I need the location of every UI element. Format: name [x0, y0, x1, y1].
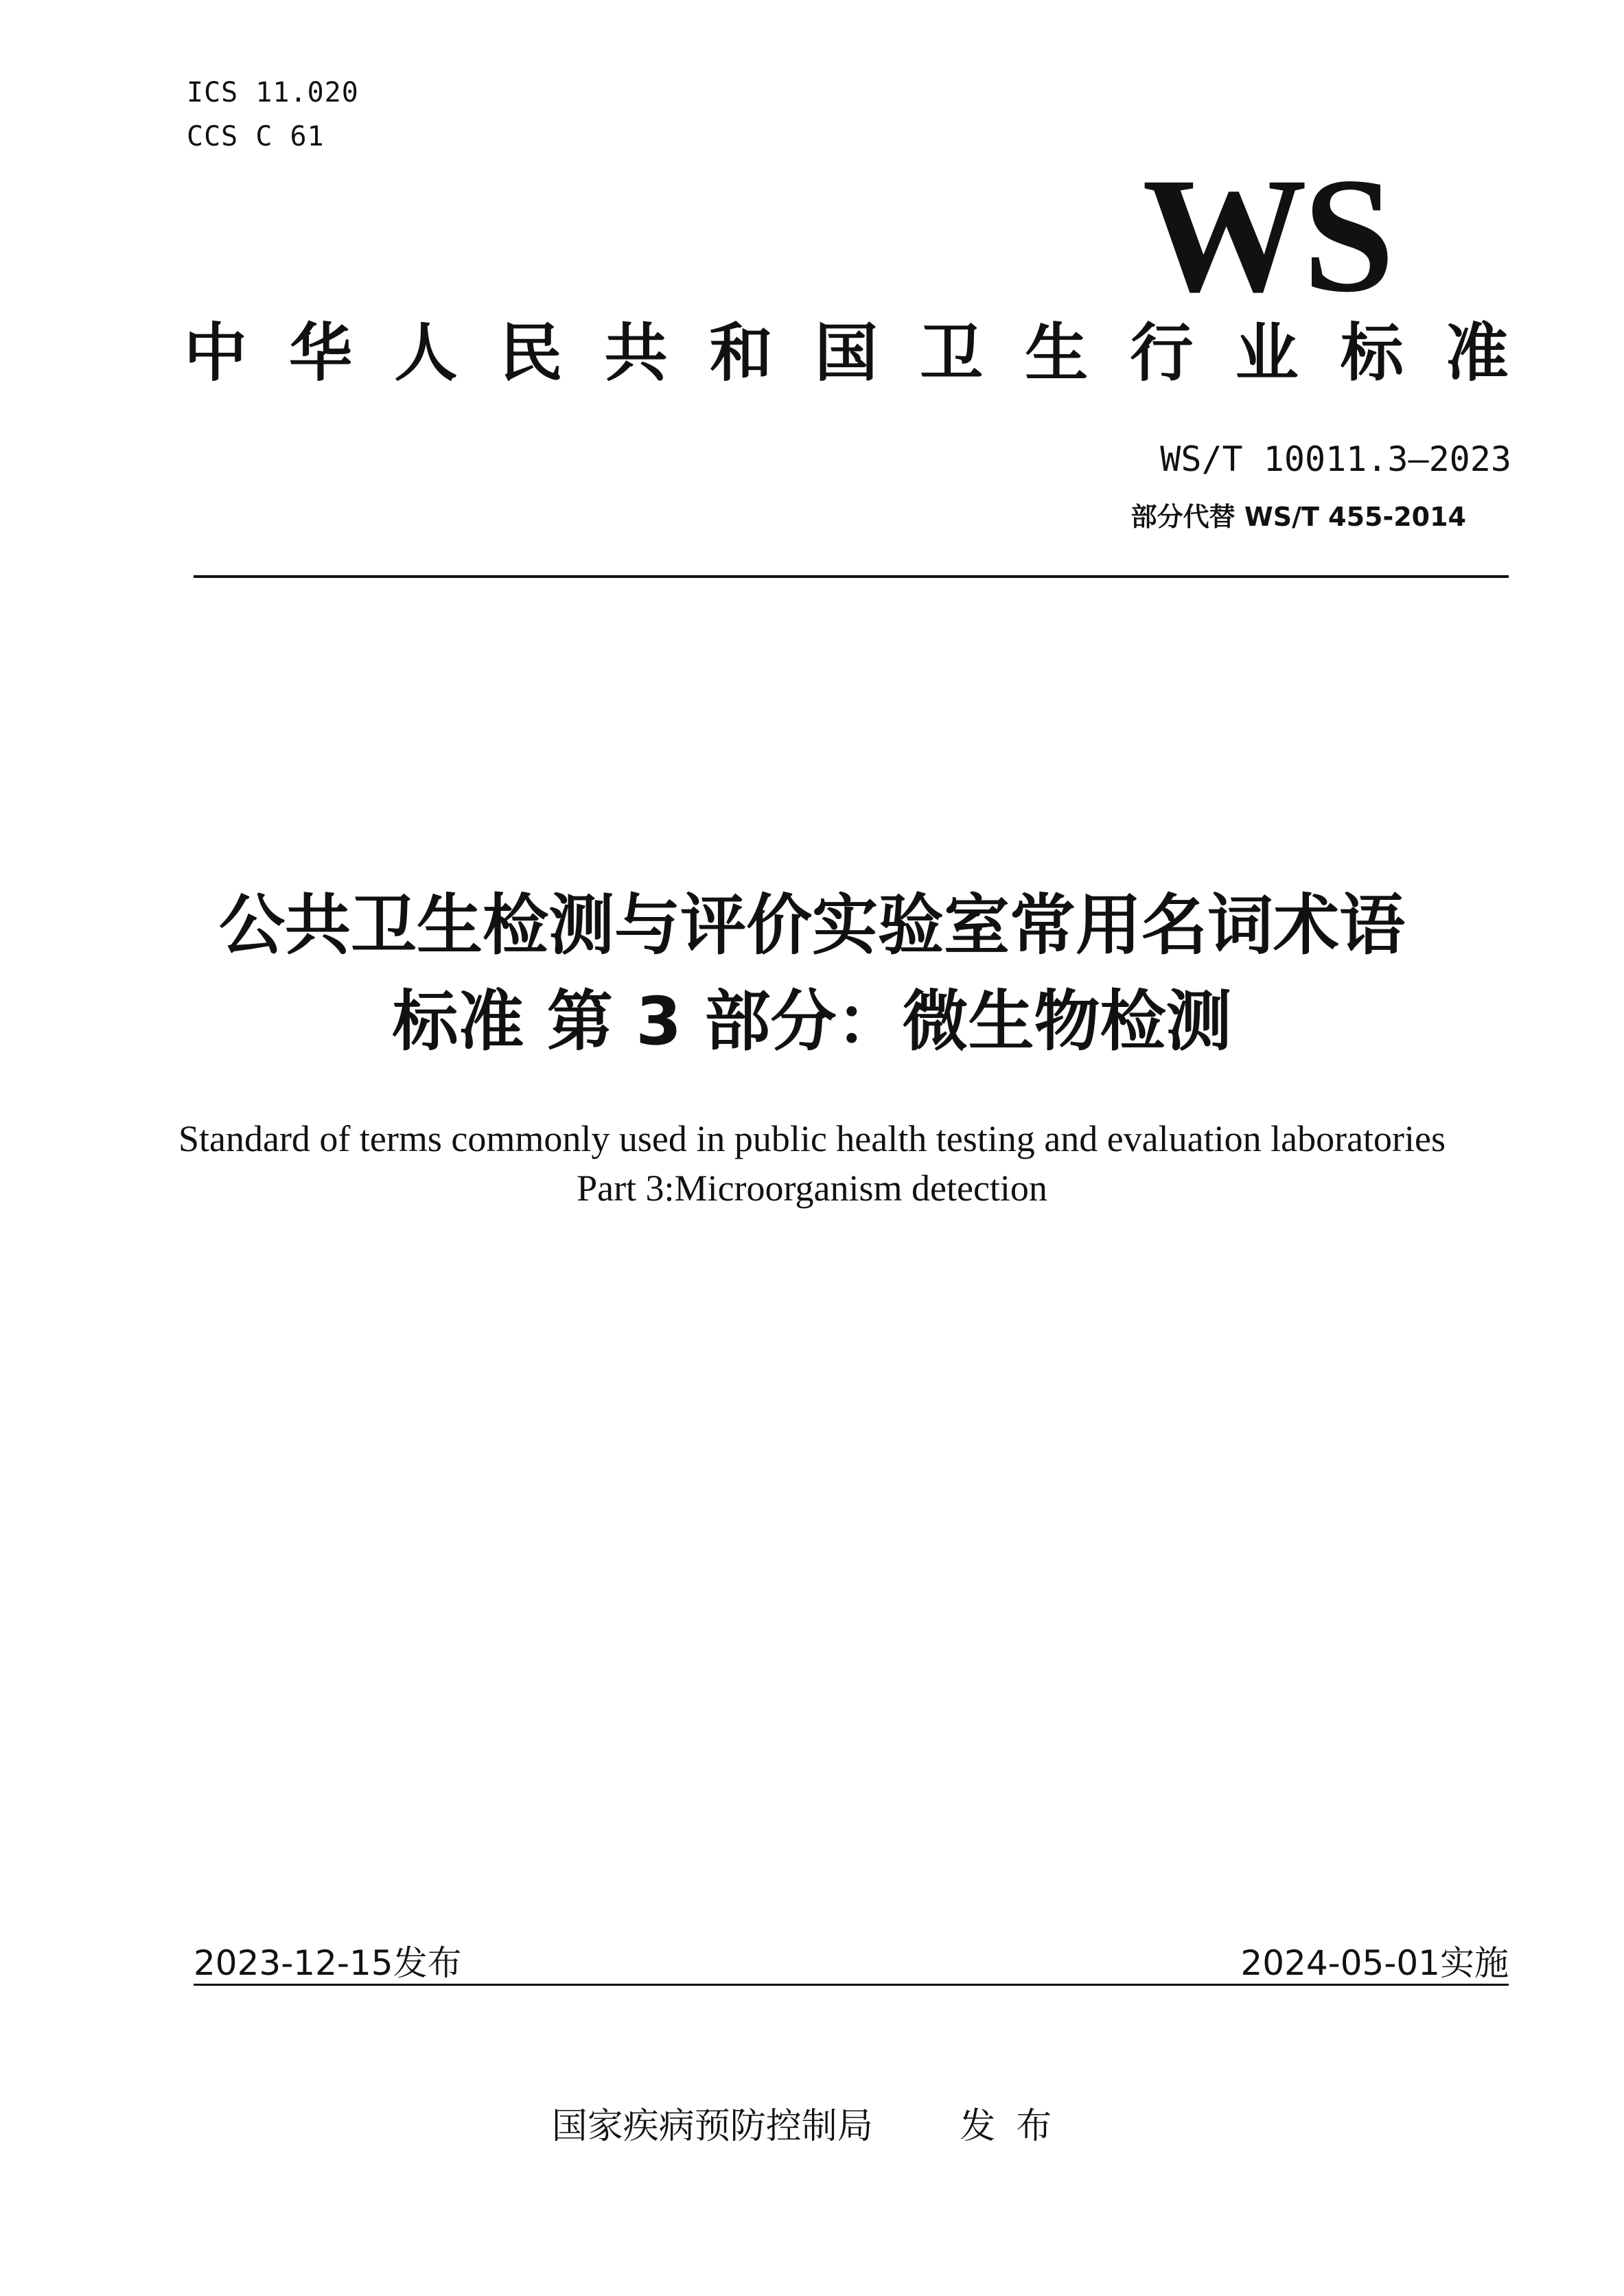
- category-char: 标: [1340, 316, 1404, 390]
- title-en-line2: Part 3:Microorganism detection: [577, 1168, 1047, 1209]
- title-zh-line2: 标准 第 3 部分：微生物检测: [392, 983, 1232, 1060]
- category-char: 民: [499, 316, 563, 390]
- category-char: 准: [1445, 316, 1509, 390]
- category-char: 业: [1235, 316, 1299, 390]
- title-en-line1: Standard of terms commonly used in public health testing and evaluation laboratories: [178, 1118, 1446, 1159]
- category-char: 人: [394, 316, 458, 390]
- standard-number: WS/T 10011.3—2023: [1160, 439, 1511, 479]
- category-char: 卫: [920, 316, 984, 390]
- category-char: 国: [814, 316, 878, 390]
- header-divider: [194, 575, 1509, 578]
- category-char: 共: [604, 316, 668, 390]
- ccs-code: CCS C 61: [187, 121, 325, 152]
- category-char: 和: [709, 316, 773, 390]
- category-char: 华: [289, 316, 353, 390]
- category-char: 生: [1025, 316, 1089, 390]
- publisher-org: 国家疾病预防控制局: [551, 2106, 873, 2147]
- implementation-date: 2024-05-01实施: [1240, 1943, 1509, 1983]
- ics-code: ICS 11.020: [187, 77, 359, 108]
- replaces-note: 部分代替 WS/T 455-2014: [1130, 502, 1466, 532]
- publisher-action: 发布: [960, 2106, 1073, 2147]
- category-char: 行: [1130, 316, 1194, 390]
- title-zh-line1: 公共卫生检测与评价实验室常用名词术语: [219, 887, 1405, 964]
- standard-category: [184, 316, 1509, 391]
- issue-date: 2023-12-15发布: [194, 1943, 462, 1983]
- ws-logo: WS: [1142, 143, 1391, 326]
- publisher: [0, 2097, 1624, 2148]
- category-char: 中: [184, 316, 248, 390]
- footer-divider: [194, 1984, 1509, 1986]
